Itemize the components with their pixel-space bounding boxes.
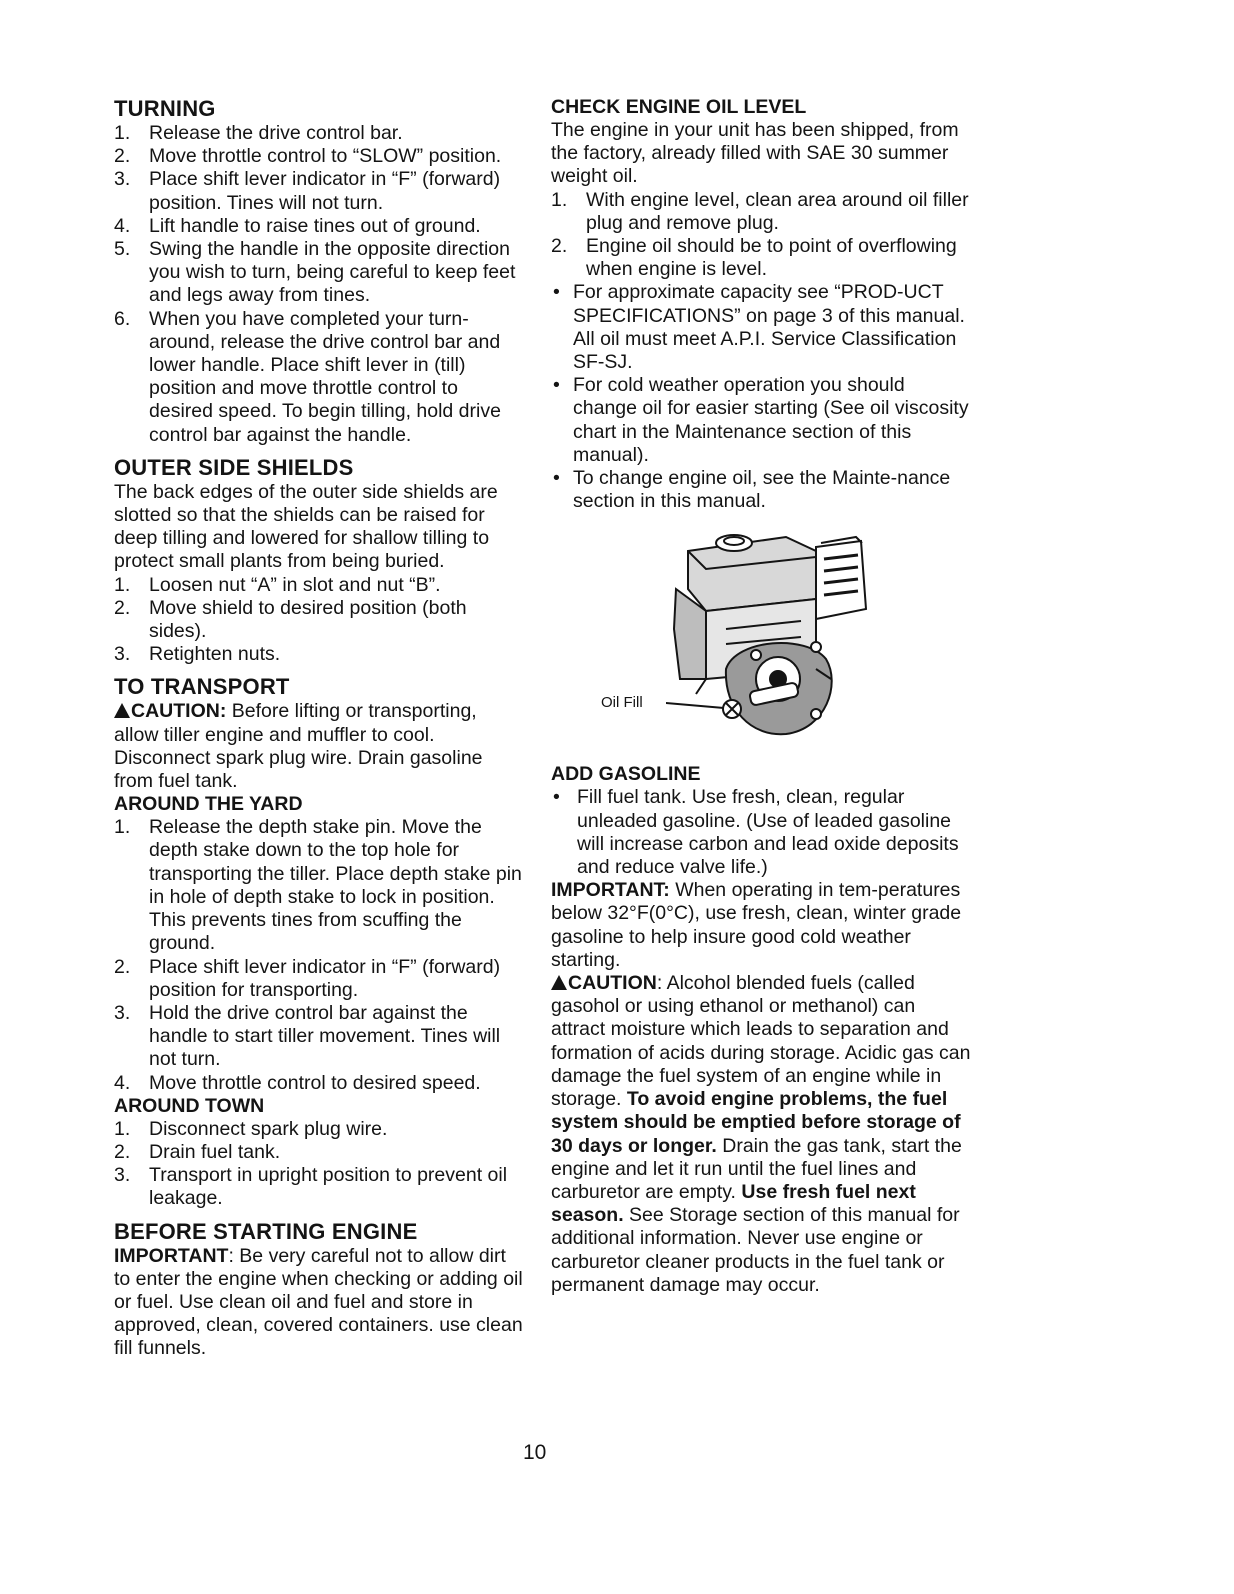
list-item: 2. Place shift lever indicator in “F” (forward) position for transporting.	[114, 955, 501, 1001]
engine-drawing	[666, 529, 886, 757]
list-item: 1. Loosen nut “A” in slot and nut “B”.	[114, 573, 441, 596]
list-item: 6. When you have completed your turn-around, release the drive control bar and lower handle. Place shift lever in (till) position and move throttle control to desired speed. To begin tilling, hold drive control bar against the handle.	[114, 307, 501, 446]
list-item: 1. With engine level, clean area around oil filler plug and remove plug.	[551, 188, 969, 234]
list-item: 3. Retighten nuts.	[114, 643, 281, 666]
list-item: 2. Move throttle control to “SLOW” position.	[114, 145, 502, 168]
outer-shields-steps	[114, 574, 524, 667]
transport-heading: TO TRANSPORT	[114, 674, 290, 700]
around-yard-steps	[114, 816, 524, 1094]
add-gasoline-heading: ADD GASOLINE	[551, 763, 701, 786]
check-oil-heading: CHECK ENGINE OIL LEVEL	[551, 96, 807, 118]
check-oil-steps	[551, 189, 971, 282]
caution-label: CAUTION:	[131, 700, 227, 723]
list-item: 5. Swing the handle in the opposite direction you wish to turn, being careful to keep feet and legs away from tines.	[114, 238, 516, 307]
list-item: 3. Transport in upright position to prevent oil leakage.	[114, 1164, 508, 1210]
list-item: • For approximate capacity see “PROD-UCT SPECIFICATIONS” on page 3 of this manual. All oil must meet A.P.I. Service Classification SF-SJ.	[553, 281, 965, 374]
list-item: • Fill fuel tank. Use fresh, clean, regular unleaded gasoline. (Use of leaded gasoline will increase carbon and lead oxide deposits and reduce valve life.)	[553, 786, 959, 879]
around-town-steps	[114, 1118, 524, 1211]
list-item: 2. Drain fuel tank.	[114, 1140, 281, 1163]
warning-triangle-icon	[114, 703, 130, 718]
turning-heading: TURNING	[114, 96, 216, 121]
list-item: • To change engine oil, see the Mainte-nance section in this manual.	[553, 467, 951, 513]
gasoline-important: IMPORTANT: When operating in tem-peratures below 32°F(0°C), use fresh, clean, winter grade gasoline to help insure good cold weather starting.	[551, 879, 962, 971]
add-gasoline-bullets	[551, 786, 971, 879]
warning-triangle-icon	[551, 975, 567, 990]
transport-caution: CAUTION: Before lifting or transporting, allow tiller engine and muffler to cool. Disconnect spark plug wire. Drain gasoline from fuel tank.	[114, 700, 483, 793]
left-column	[114, 96, 524, 1361]
engine-illustration	[551, 529, 971, 757]
list-item: 1. Release the drive control bar.	[114, 122, 403, 144]
oil-fill-label: Oil Fill	[601, 694, 643, 712]
list-item: 4. Lift handle to raise tines out of ground.	[114, 214, 481, 237]
around-yard-heading: AROUND THE YARD	[114, 793, 303, 816]
list-item: 4. Move throttle control to desired speed.	[114, 1071, 481, 1094]
before-starting-heading: BEFORE STARTING ENGINE	[114, 1218, 418, 1244]
right-column	[551, 96, 971, 1297]
list-item: 1. Disconnect spark plug wire.	[114, 1117, 388, 1140]
list-item: 1. Release the depth stake pin. Move the depth stake down to the top hole for transporting the tiller. Place depth stake pin in hole of depth stake to lock in position. This prevents tines from scuffing the ground.	[114, 816, 522, 955]
list-item: 2. Move shield to desired position (both sides).	[114, 596, 467, 643]
check-oil-intro: The engine in your unit has been shipped, from the factory, already filled with SAE 30 summer weight oil.	[551, 119, 959, 188]
page-number: 10	[523, 1441, 547, 1464]
list-item: 3. Place shift lever indicator in “F” (forward) position. Tines will not turn.	[114, 168, 501, 214]
list-item: • For cold weather operation you should change oil for easier starting (See oil viscosity chart in the Maintenance section of this manual).	[553, 374, 969, 466]
before-starting-text: IMPORTANT: Be very careful not to allow dirt to enter the engine when checking or adding oil or fuel. Use clean oil and fuel and store in approved, clean, covered containers. use clean fill funnels.	[114, 1244, 523, 1360]
outer-shields-intro: The back edges of the outer side shields are slotted so that the shields can be raised for deep tilling and lowered for shallow tilling to protect small plants from being buried.	[114, 480, 498, 573]
list-item: 2. Engine oil should be to point of overflowing when engine is level.	[551, 235, 957, 281]
check-oil-bullets	[551, 281, 971, 513]
turning-steps	[114, 122, 524, 447]
outer-shields-heading: OUTER SIDE SHIELDS	[114, 454, 354, 480]
gasoline-caution: CAUTION: Alcohol blended fuels (called gasohol or using ethanol or methanol) can attract moisture which leads to separation and formation of acids during storage. Acidic gas can damage the fuel system of an engine while in storage. To avoid engine problems, the fuel system should be emptied before storage of 30 days or longer. Drain the gas tank, start the engine and let it run until the fuel lines and carburetor are empty. Use fresh fuel next season. See Storage section of this manual for additional information. Never use engine or carburetor cleaner products in the fuel tank or permanent damage may occur.	[551, 972, 971, 1296]
around-town-heading: AROUND TOWN	[114, 1094, 265, 1117]
list-item: 3. Hold the drive control bar against the handle to start tiller movement. Tines will not turn.	[114, 1001, 501, 1071]
